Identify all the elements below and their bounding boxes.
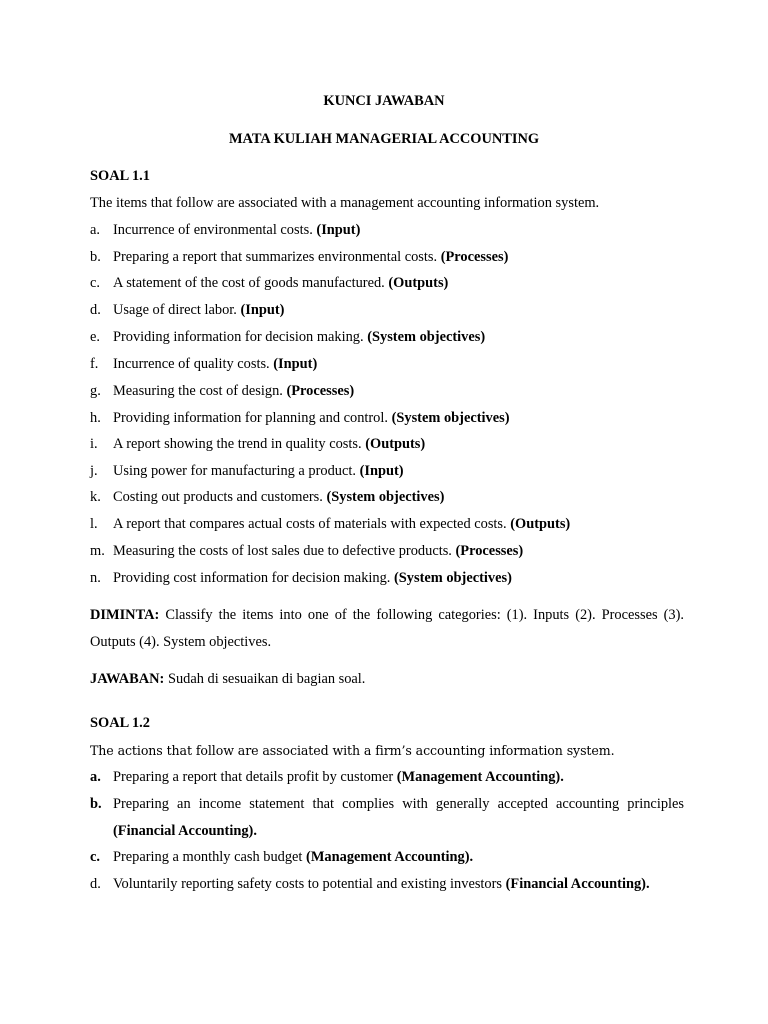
document-subtitle: MATA KULIAH MANAGERIAL ACCOUNTING bbox=[228, 131, 540, 147]
list-marker: g. bbox=[90, 383, 101, 399]
item-text: Using power for manufacturing a product. bbox=[113, 463, 356, 479]
list-marker: i. bbox=[90, 436, 98, 452]
item-answer: (Management Accounting). bbox=[306, 849, 474, 865]
item-answer: (System objectives) bbox=[367, 329, 486, 345]
item-answer: (Outputs) bbox=[365, 436, 426, 452]
list-marker: c. bbox=[90, 849, 100, 865]
item-text: Providing information for decision making. bbox=[113, 329, 364, 345]
document-title: KUNCI JAWABAN bbox=[323, 93, 445, 109]
item-text: Preparing an income statement that complies with generally accepted accounting principles bbox=[113, 796, 684, 812]
list-marker: d. bbox=[90, 876, 101, 892]
item-text: Voluntarily reporting safety costs to potential and existing investors bbox=[113, 876, 503, 892]
item-text: A statement of the cost of goods manufactured. bbox=[113, 275, 385, 291]
item-text: A report showing the trend in quality costs. bbox=[113, 436, 362, 452]
diminta-text-line2: Outputs (4). System objectives. bbox=[90, 634, 272, 650]
list-marker: k. bbox=[90, 489, 101, 505]
list-marker: b. bbox=[90, 249, 101, 265]
list-marker: l. bbox=[90, 516, 98, 532]
item-text: Incurrence of environmental costs. bbox=[113, 222, 313, 238]
item-text: Measuring the costs of lost sales due to defective products. bbox=[113, 543, 452, 559]
item-text: Preparing a monthly cash budget bbox=[113, 849, 303, 865]
list-marker: f. bbox=[90, 356, 99, 372]
item-text: Preparing a report that summarizes environmental costs. bbox=[113, 249, 438, 265]
section-heading-soal-1-1: SOAL 1.1 bbox=[90, 168, 150, 184]
jawaban-paragraph bbox=[90, 671, 684, 688]
item-text: Usage of direct labor. bbox=[113, 302, 237, 318]
list-marker: n. bbox=[90, 570, 101, 586]
item-text: A report that compares actual costs of materials with expected costs. bbox=[113, 516, 507, 532]
item-answer: (Processes) bbox=[286, 383, 355, 399]
diminta-paragraph bbox=[90, 607, 684, 624]
jawaban-text: Sudah di sesuaikan di bagian soal. bbox=[167, 671, 366, 687]
list-marker: h. bbox=[90, 410, 101, 426]
item-answer: (Input) bbox=[316, 222, 361, 238]
item-answer: (System objectives) bbox=[326, 489, 445, 505]
item-answer: (Financial Accounting). bbox=[505, 876, 650, 892]
item-answer: (System objectives) bbox=[394, 570, 512, 586]
item-answer: (Outputs) bbox=[510, 516, 571, 532]
item-answer: (Processes) bbox=[440, 249, 509, 265]
item-answer: (System objectives) bbox=[391, 410, 510, 426]
list-marker: b. bbox=[90, 796, 102, 812]
item-text: Incurrence of quality costs. bbox=[113, 356, 270, 372]
item-text: Measuring the cost of design. bbox=[113, 383, 283, 399]
item-text: Providing information for planning and control. bbox=[113, 410, 388, 426]
diminta-label: DIMINTA: bbox=[90, 607, 160, 623]
item-answer: (Management Accounting). bbox=[396, 769, 564, 785]
list-marker: m. bbox=[90, 543, 105, 559]
list-marker: c. bbox=[90, 275, 100, 291]
section-heading-soal-1-2: SOAL 1.2 bbox=[90, 715, 150, 731]
section-intro: The actions that follow are associated with a firm’s accounting information system. bbox=[90, 743, 615, 758]
item-text: Preparing a report that details profit by customer bbox=[113, 769, 394, 785]
list-marker: d. bbox=[90, 302, 101, 318]
item-text: Providing cost information for decision making. bbox=[113, 570, 391, 586]
jawaban-label: JAWABAN: bbox=[90, 671, 165, 687]
item-text: Costing out products and customers. bbox=[113, 489, 323, 505]
item-answer: (Processes) bbox=[455, 543, 524, 559]
list-marker: a. bbox=[90, 769, 101, 785]
item-answer: (Input) bbox=[359, 463, 404, 479]
item-answer: (Input) bbox=[240, 302, 285, 318]
item-answer: (Financial Accounting). bbox=[113, 823, 257, 839]
list-marker: j. bbox=[90, 463, 98, 479]
diminta-text-line1: Classify the items into one of the following categories: (1). Inputs (2). Processes (3). bbox=[165, 607, 685, 623]
list-marker: a. bbox=[90, 222, 100, 238]
section-intro: The items that follow are associated with a management accounting information system. bbox=[90, 195, 600, 211]
item-answer: (Input) bbox=[273, 356, 318, 372]
list-marker: e. bbox=[90, 329, 100, 345]
item-answer: (Outputs) bbox=[388, 275, 449, 291]
